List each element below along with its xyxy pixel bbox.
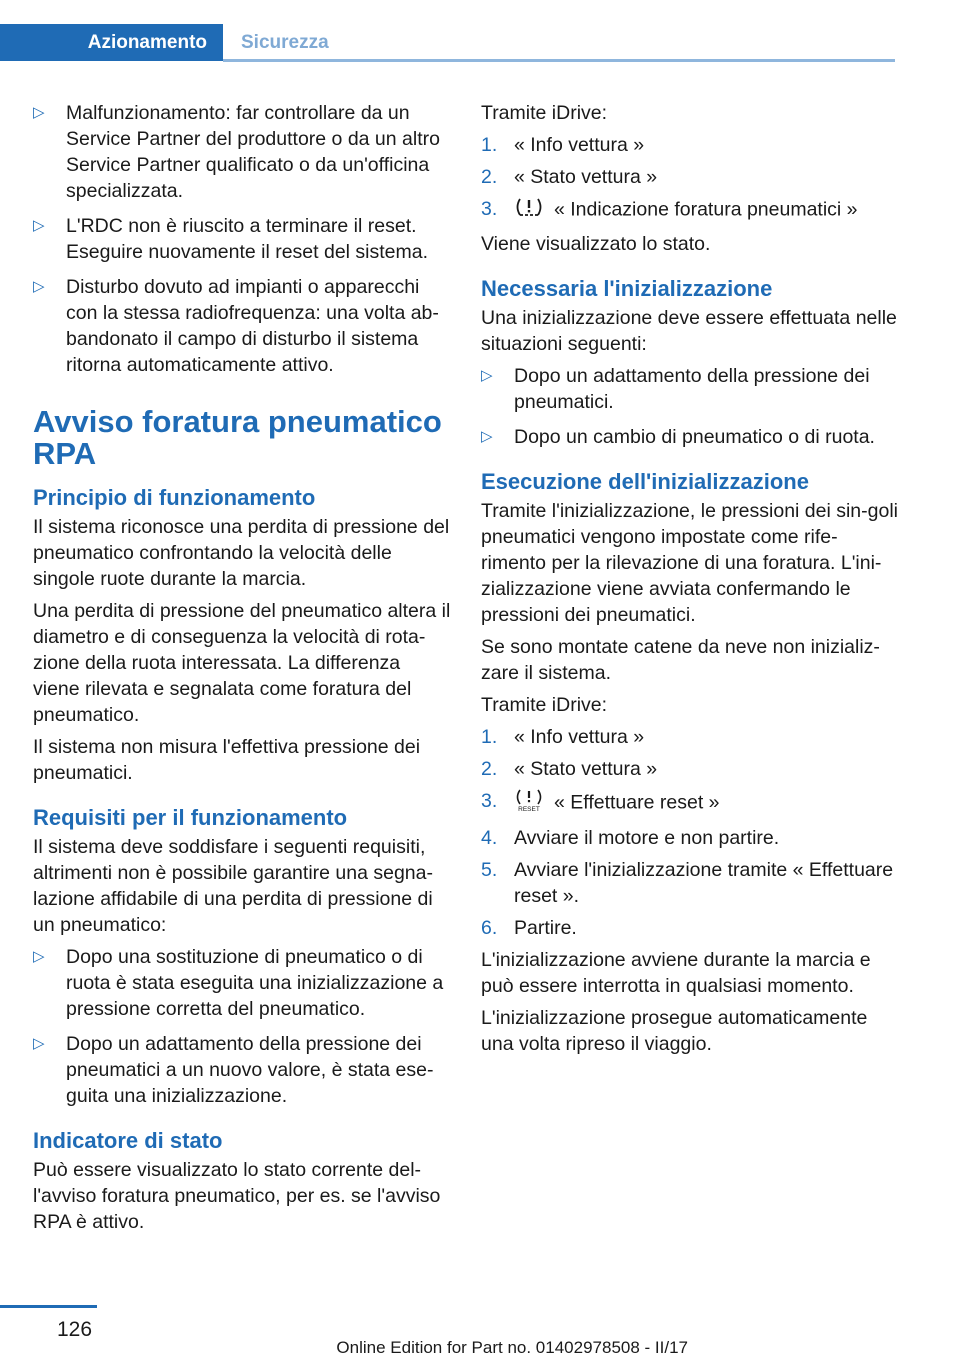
list-item: 5. Avviare l'inizializzazione tramite « Effettuare reset ». <box>481 859 894 907</box>
list-item: ▷ Dopo una sostituzione di pneumatico o di ruota è stata eseguita una inizializzazione a pressione corretta del pneumatico. <box>33 946 444 1020</box>
paragraph: Una perdita di pressione del pneumatico altera il diametro e di conseguenza la velocità di rota‐zione della ruota interessata. La differenza viene rilevata e segnalata come foratura del pneumatico. <box>33 600 451 726</box>
triangle-bullet-icon: ▷ <box>33 278 45 295</box>
list-item: ▷ Disturbo dovuto ad impianti o apparecchi con la stessa radiofrequenza: una volta ab‐bandonato il campo di disturbo il sistema ritorna automaticamente attivo. <box>33 276 439 376</box>
list-item: 3. RESET « Effettuare reset » <box>481 788 899 819</box>
section-heading-esecuzione: Esecuzione dell'inizializzazione <box>481 469 809 494</box>
list-item: 1. « Info vettura » <box>481 134 645 156</box>
list-item: 2. « Stato vettura » <box>481 758 658 780</box>
malfunction-list <box>33 100 451 378</box>
triangle-bullet-icon: ▷ <box>481 428 493 445</box>
tire-pressure-warning-icon <box>514 196 544 225</box>
section-heading-requisiti: Requisiti per il funzionamento <box>33 805 348 830</box>
header-tabs <box>0 24 329 61</box>
status-steps <box>481 132 899 225</box>
paragraph: L'inizializzazione avviene durante la marcia e può essere interrotta in qualsiasi momento. <box>481 949 871 997</box>
svg-text:RESET: RESET <box>518 806 540 812</box>
triangle-bullet-icon: ▷ <box>33 104 45 121</box>
paragraph: Può essere visualizzato lo stato corrente del‐l'avviso foratura pneumatico, per es. se l'avviso RPA è attivo. <box>33 1159 441 1233</box>
triangle-bullet-icon: ▷ <box>33 217 45 234</box>
tab-azionamento[interactable]: Azionamento <box>0 24 223 61</box>
paragraph: Una inizializzazione deve essere effettuata nelle situazioni seguenti: <box>481 307 897 355</box>
edition-footer: Online Edition for Part no. 01402978508 - II/17 <box>336 1338 688 1357</box>
paragraph: Il sistema non misura l'effettiva pressione dei pneumatici. <box>33 736 421 784</box>
paragraph: Se sono montate catene da neve non inizializ‐zare il sistema. <box>481 636 880 684</box>
paragraph: Tramite l'inizializzazione, le pressioni dei sin‐goli pneumatici vengono impostate come rife‐rimento per la rilevazione di una foratura. L'ini‐zializzazione viene avviata confermando le pressioni dei pneumatici. <box>481 500 899 626</box>
list-item: ▷ Dopo un cambio di pneumatico o di ruota. <box>481 426 875 448</box>
page-number: 126 <box>57 1318 93 1341</box>
paragraph: Tramite iDrive: <box>481 694 608 716</box>
list-item: 2. « Stato vettura » <box>481 166 658 188</box>
paragraph: Viene visualizzato lo stato. <box>481 233 711 255</box>
list-item: 3. « Indicazione foratura pneumatici » <box>481 196 899 225</box>
paragraph: L'inizializzazione prosegue automaticamente una volta ripreso il viaggio. <box>481 1007 868 1055</box>
list-item: ▷ Malfunzionamento: far controllare da un Service Partner del produttore o da un altro Service Partner qualificato o da un'officina specializzata. <box>33 102 440 202</box>
init-needed-list <box>481 363 899 450</box>
left-column <box>33 100 451 1241</box>
header-rule <box>223 59 895 62</box>
section-heading-principio: Principio di funzionamento <box>33 485 316 510</box>
right-column <box>481 100 899 1063</box>
list-item: ▷ Dopo un adattamento della pressione dei pneumatici. <box>481 365 870 413</box>
list-item: 6. Partire. <box>481 917 577 939</box>
section-heading-necessaria: Necessaria l'inizializzazione <box>481 276 773 301</box>
paragraph: Tramite iDrive: <box>481 102 608 124</box>
page-title: Avviso foratura pneumatico RPA <box>33 404 442 471</box>
list-item: ▷ Dopo un adattamento della pressione dei pneumatici a un nuovo valore, è stata ese‐guita una inizializzazione. <box>33 1033 434 1107</box>
footer-rule <box>0 1305 97 1308</box>
triangle-bullet-icon: ▷ <box>33 1035 45 1052</box>
triangle-bullet-icon: ▷ <box>33 948 45 965</box>
section-heading-indicatore: Indicatore di stato <box>33 1128 223 1153</box>
triangle-bullet-icon: ▷ <box>481 367 493 384</box>
list-item: 1. « Info vettura » <box>481 726 645 748</box>
list-item: ▷ L'RDC non è riuscito a terminare il reset. Eseguire nuovamente il reset del sistema. <box>33 215 429 263</box>
tab-sicurezza[interactable]: Sicurezza <box>241 31 329 53</box>
tire-reset-icon <box>514 788 544 819</box>
paragraph: Il sistema riconosce una perdita di pressione del pneumatico confrontando la velocità delle singole ruote durante la marcia. <box>33 516 450 590</box>
paragraph: Il sistema deve soddisfare i seguenti requisiti, altrimenti non è possibile garantire una segna‐lazione affidabile di una perdita di pressione di un pneumatico: <box>33 836 433 936</box>
requirements-list <box>33 944 451 1109</box>
list-item: 4. Avviare il motore e non partire. <box>481 827 780 849</box>
init-steps <box>481 724 899 941</box>
